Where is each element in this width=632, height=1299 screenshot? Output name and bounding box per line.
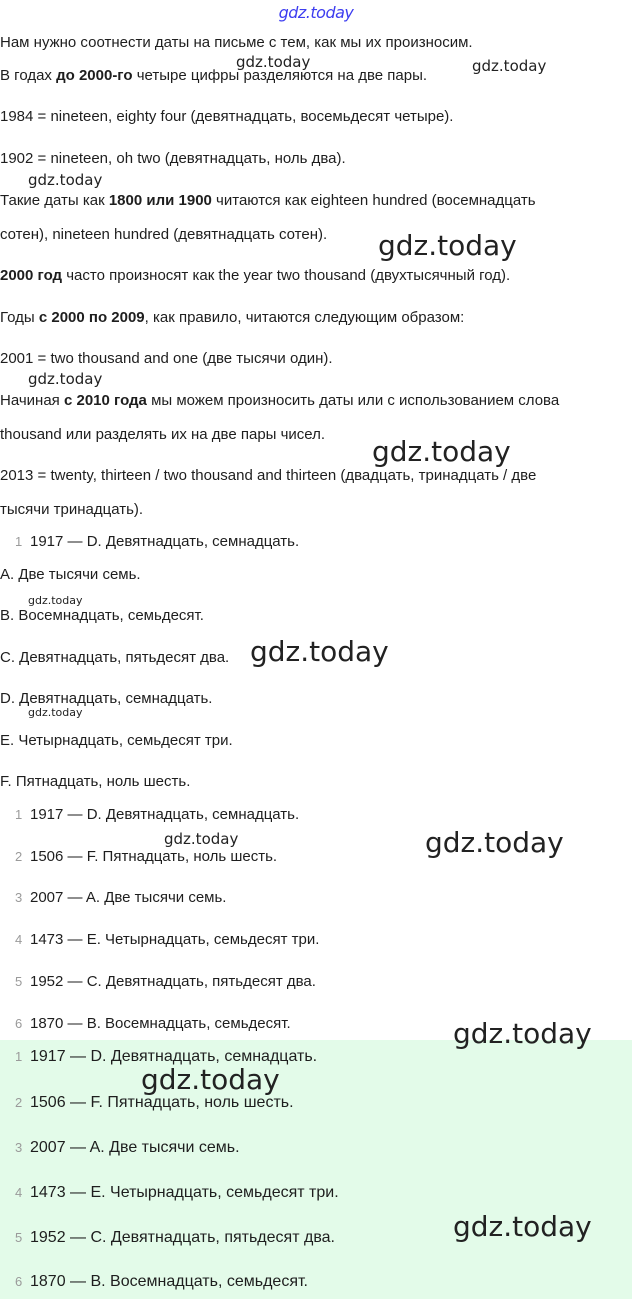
list-item: 1 1917 — D. Девятнадцать, семнадцать. [15,806,300,823]
list-item: 3 2007 — A. Две тысячи семь. [15,1139,240,1156]
watermark: gdz.today [372,435,511,468]
watermark: gdz.today [164,830,239,848]
intro-line-1: Нам нужно соотнести даты на письме с тем, как мы их произносим. [0,34,473,51]
option-e: E. Четырнадцать, семьдесят три. [0,732,233,749]
watermark: gdz.today [425,826,564,859]
list-item: 5 1952 — C. Девятнадцать, пятьдесят два. [15,973,316,990]
list-item: 6 1870 — B. Восемнадцать, семьдесят. [15,1015,291,1032]
site-logo[interactable]: gdz.today [278,3,354,22]
option-a: A. Две тысячи семь. [0,566,141,583]
list-item: 6 1870 — B. Восемнадцать, семьдесят. [15,1273,308,1290]
watermark: gdz.today [141,1063,280,1096]
list-item: 2 1506 — F. Пятнадцать, ноль шесть. [15,848,278,865]
watermark: gdz.today [250,635,389,668]
intro-line-11: thousand или разделять их на две пары чисел. [0,426,326,443]
watermark: gdz.today [472,57,547,75]
list-item: 4 1473 — E. Четырнадцать, семьдесят три. [15,1184,339,1201]
watermark: gdz.today [378,229,517,262]
intro-line-9: 2001 = two thousand and one (две тысячи один). [0,350,333,367]
watermark: gdz.today [453,1210,592,1243]
list-item: 1 1917 — D. Девятнадцать, семнадцать. [15,533,300,550]
intro-line-12: 2013 = twenty, thirteen / two thousand and thirteen (двадцать, тринадцать / две [0,467,537,484]
intro-line-10: Начиная с 2010 года мы можем произносить даты или с использованием слова [0,392,560,409]
intro-line-13: тысячи тринадцать). [0,501,144,518]
option-f: F. Пятнадцать, ноль шесть. [0,773,191,790]
list-item: 4 1473 — E. Четырнадцать, семьдесят три. [15,931,320,948]
list-item: 5 1952 — C. Девятнадцать, пятьдесят два. [15,1229,335,1246]
watermark: gdz.today [28,171,103,189]
option-c: C. Девятнадцать, пятьдесят два. [0,649,230,666]
intro-line-4: 1902 = nineteen, oh two (девятнадцать, ноль два). [0,150,346,167]
list-item: 1 1917 — D. Девятнадцать, семнадцать. [15,1048,318,1065]
watermark: gdz.today [236,53,311,71]
watermark: gdz.today [28,594,83,607]
intro-line-5: Такие даты как 1800 или 1900 читаются как eighteen hundred (восемнадцать [0,192,536,209]
intro-line-3: 1984 = nineteen, eighty four (девятнадцать, восемьдесят четыре). [0,108,454,125]
watermark: gdz.today [28,706,83,719]
watermark: gdz.today [28,370,103,388]
watermark: gdz.today [453,1017,592,1050]
option-b: B. Восемнадцать, семьдесят. [0,607,204,624]
intro-line-7: 2000 год часто произносят как the year two thousand (двухтысячный год). [0,267,511,284]
list-item: 2 1506 — F. Пятнадцать, ноль шесть. [15,1094,294,1111]
intro-line-6: сотен), nineteen hundred (девятнадцать сотен). [0,226,328,243]
list-item: 3 2007 — A. Две тысячи семь. [15,889,227,906]
intro-line-8: Годы с 2000 по 2009, как правило, читаются следующим образом: [0,309,465,326]
option-d: D. Девятнадцать, семнадцать. [0,690,213,707]
answer-block [0,1040,632,1299]
intro-line-2: В годах до 2000-го четыре цифры разделяются на две пары. [0,67,428,84]
